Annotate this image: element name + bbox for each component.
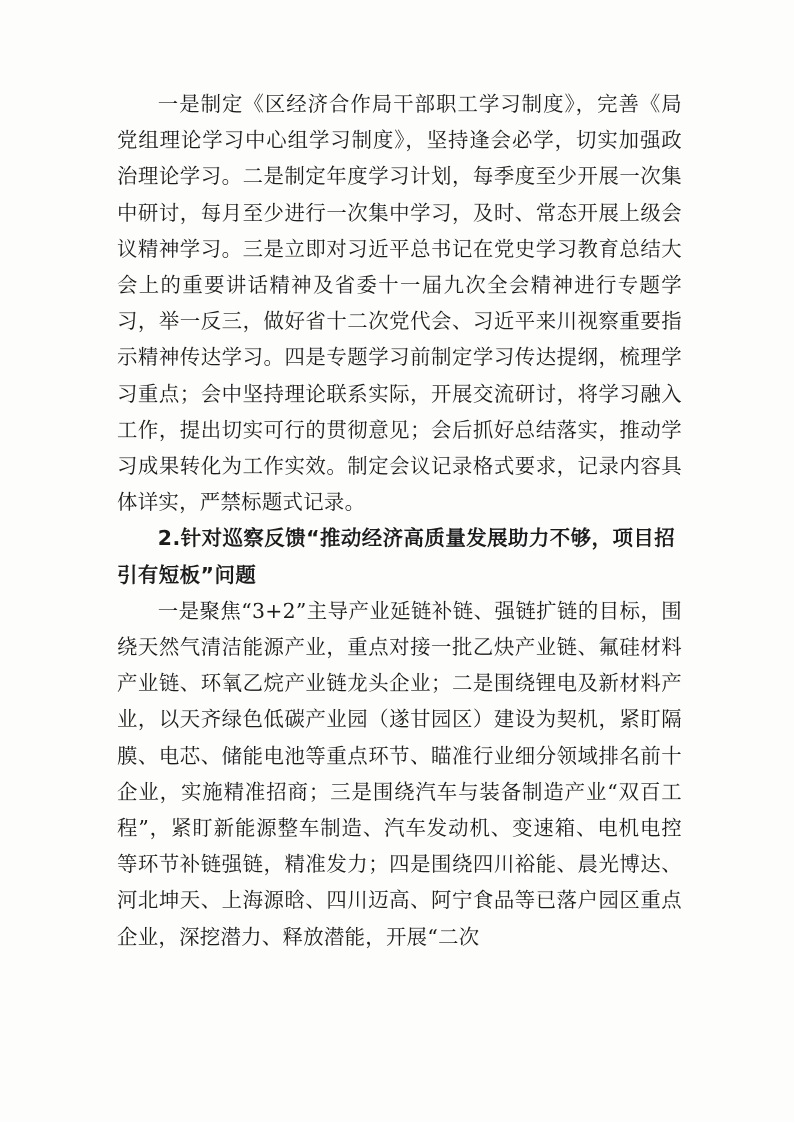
section-heading: 2.针对巡察反馈“推动经济高质量发展助力不够，项目招引有短板”问题 [117,526,676,587]
document-body [117,86,682,955]
paragraph-study-system: 一是制定《区经济合作局干部职工学习制度》，完善《局党组理论学习中心组学习制度》，坚持逢会必学，切实加强政治理论学习。二是制定年度学习计划，每季度至少开展一次集中研讨，每月至少进行一次集中学习，及时、常态开展上级会议精神学习。三是立即对习近平总书记在党史学习教育总结大会上的重要讲话精神及省委十一届九次全会精神进行专题学习，举一反三，做好省十二次党代会、习近平来川视察重要指示精神传达学习。四是专题学习前制定学习传达提纲，梳理学习重点；会中坚持理论联系实际，开展交流研讨，将学习融入工作，提出切实可行的贯彻意见；会后抓好总结落实，推动学习成果转化为工作实效。制定会议记录格式要求，记录内容具体详实，严禁标题式记录。 [117,92,682,515]
paragraph-investment-measures: 一是聚焦“3+2”主导产业延链补链、强链扩链的目标，围绕天然气清洁能源产业，重点对接一批乙炔产业链、氟硅材料产业链、环氧乙烷产业链龙头企业；二是围绕锂电及新材料产业，以天齐绿色低碳产业园（遂甘园区）建设为契机，紧盯隔膜、电芯、储能电池等重点环节、瞄准行业细分领域排名前十企业，实施精准招商；三是围绕汽车与装备制造产业“双百工程”，紧盯新能源整车制造、汽车发动机、变速箱、电机电控等环节补链强链，精准发力；四是围绕四川裕能、晨光博达、河北坤天、上海源晗、四川迈高、阿宁食品等已落户园区重点企业，深挖潜力、释放潜能，开展“二次 [117,598,682,949]
